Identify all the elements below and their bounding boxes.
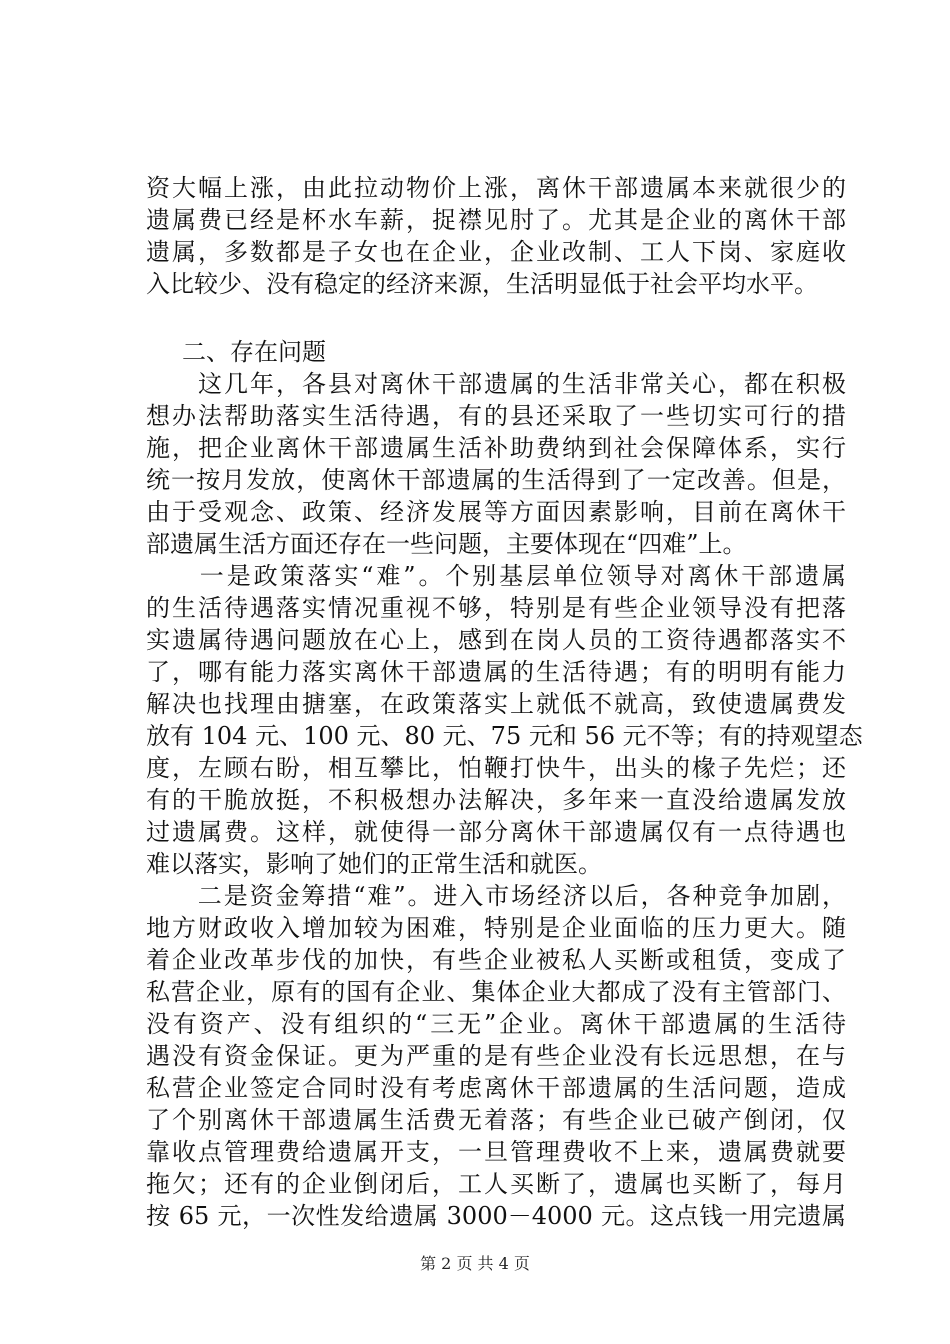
paragraph-policy-difficulty [146,560,863,880]
text-line: 靠收点管理费给遗属开支，一旦管理费收不上来，遗属费就要 [146,1138,846,1166]
text-line: 着企业改革步伐的加快，有些企业被私人买断或租赁，变成了 [146,946,846,974]
text-line: 遗属，多数都是子女也在企业，企业改制、工人下岗、家庭收 [146,238,846,266]
text-line: 私营企业签定合同时没有考虑离休干部遗属的生活问题，造成 [146,1074,846,1102]
text-line: 放有 104 元、100 元、80 元、75 元和 56 元不等；有的持观望态 [146,722,863,750]
text-line: 遗属费已经是杯水车薪，捉襟见肘了。尤其是企业的离休干部 [146,206,846,234]
text-line: 地方财政收入增加较为困难，特别是企业面临的压力更大。随 [146,914,846,942]
text-line: 难以落实，影响了她们的正常生活和就医。 [146,850,602,878]
text-line: 想办法帮助落实生活待遇，有的县还采取了一些切实可行的措 [146,402,846,430]
section-heading: 二、存在问题 [182,338,326,366]
text-line: 没有资产、没有组织的“三无”企业。离休干部遗属的生活待 [146,1010,846,1038]
paragraph-funding-difficulty [146,880,846,1232]
text-line: 这几年，各县对离休干部遗属的生活非常关心，都在积极 [146,370,846,398]
text-line: 实遗属待遇问题放在心上，感到在岗人员的工资待遇都落实不 [146,626,846,654]
text-line: 部遗属生活方面还存在一些问题，主要体现在“四难”上。 [146,530,747,558]
paragraph-overview [146,368,846,560]
paragraph-continued [146,172,846,300]
paragraph-gap [146,300,846,336]
text-line: 由于受观念、政策、经济发展等方面因素影响，目前在离休干 [146,498,846,526]
text-line: 统一按月发放，使离休干部遗属的生活得到了一定改善。但是， [146,466,846,494]
text-line: 了，哪有能力落实离休干部遗属的生活待遇；有的明明有能力 [146,658,846,686]
text-line: 遇没有资金保证。更为严重的是有些企业没有长远思想，在与 [146,1042,846,1070]
text-line: 按 65 元，一次性发给遗属 3000－4000 元。这点钱一用完遗属 [146,1202,846,1230]
page-number-footer: 第 2 页 共 4 页 [420,1254,530,1273]
text-line: 过遗属费。这样，就使得一部分离休干部遗属仅有一点待遇也 [146,818,846,846]
text-line: 施，把企业离休干部遗属生活补助费纳到社会保障体系，实行 [146,434,846,462]
text-line: 度，左顾右盼，相互攀比，怕鞭打快牛，出头的椽子先烂；还 [146,754,846,782]
text-line: 有的干脆放挺，不积极想办法解决，多年来一直没给遗属发放 [146,786,846,814]
text-line: 解决也找理由搪塞，在政策落实上就低不就高，致使遗属费发 [146,690,846,718]
text-line: 一是政策落实“难”。个别基层单位领导对离休干部遗属 [146,562,846,590]
text-line: 资大幅上涨，由此拉动物价上涨，离休干部遗属本来就很少的 [146,174,846,202]
document-body [146,172,863,1232]
text-line: 入比较少、没有稳定的经济来源，生活明显低于社会平均水平。 [146,270,818,298]
text-line: 了个别离休干部遗属生活费无着落；有些企业已破产倒闭，仅 [146,1106,846,1134]
text-line: 的生活待遇落实情况重视不够，特别是有些企业领导没有把落 [146,594,846,622]
text-line: 二是资金筹措“难”。进入市场经济以后，各种竞争加剧， [146,882,846,910]
text-line: 拖欠；还有的企业倒闭后，工人买断了，遗属也买断了，每月 [146,1170,846,1198]
text-line: 私营企业，原有的国有企业、集体企业大都成了没有主管部门、 [146,978,846,1006]
